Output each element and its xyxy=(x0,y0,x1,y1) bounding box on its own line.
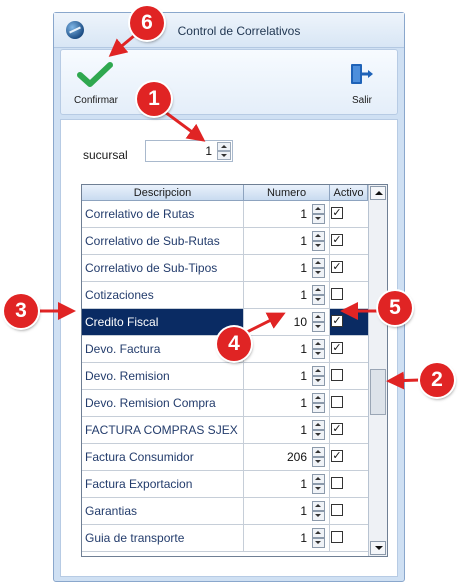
descripcion-cell[interactable]: Cotizaciones xyxy=(82,282,244,308)
descripcion-cell[interactable]: Credito Fiscal xyxy=(82,309,244,335)
activo-checkbox[interactable]: ✓ xyxy=(332,207,342,219)
descripcion-cell[interactable]: Devo. Remision Compra xyxy=(82,390,244,416)
activo-checkbox[interactable]: ✓ xyxy=(332,315,342,327)
numero-value: 1 xyxy=(300,477,307,491)
numero-value: 1 xyxy=(300,423,307,437)
numero-value: 1 xyxy=(300,531,307,545)
numero-value: 1 xyxy=(300,396,307,410)
callout-badge-1: 1 xyxy=(137,82,171,116)
column-header-activo[interactable]: Activo xyxy=(330,185,368,201)
descripcion-cell[interactable]: Guia de transporte xyxy=(82,525,244,551)
sucursal-label: sucursal xyxy=(83,148,128,162)
numero-value: 1 xyxy=(300,288,307,302)
descripcion-cell[interactable]: Devo. Factura xyxy=(82,336,244,362)
callout-arrow-2 xyxy=(389,380,420,381)
descripcion-cell[interactable]: Factura Exportacion xyxy=(82,471,244,497)
activo-checkbox[interactable]: ✓ xyxy=(332,234,342,246)
numero-value: 1 xyxy=(300,504,307,518)
callout-badge-2: 2 xyxy=(420,363,454,397)
activo-checkbox[interactable]: ✓ xyxy=(332,423,342,435)
numero-value: 1 xyxy=(300,369,307,383)
exit-label: Salir xyxy=(351,95,372,106)
callout-badge-5: 5 xyxy=(378,291,412,325)
callout-arrow-4 xyxy=(245,314,283,333)
descripcion-cell[interactable]: FACTURA COMPRAS SJEX xyxy=(82,417,244,443)
descripcion-cell[interactable]: Correlativo de Rutas xyxy=(82,201,244,227)
callout-arrow-1 xyxy=(165,112,203,140)
descripcion-cell[interactable]: Factura Consumidor xyxy=(82,444,244,470)
numero-value: 1 xyxy=(300,261,307,275)
activo-checkbox[interactable]: ✓ xyxy=(332,261,342,273)
callout-badge-6: 6 xyxy=(130,6,164,40)
column-header-numero[interactable]: Numero xyxy=(244,185,330,201)
numero-value: 10 xyxy=(293,315,307,329)
numero-value: 1 xyxy=(300,234,307,248)
numero-value: 1 xyxy=(300,207,307,221)
descripcion-cell[interactable]: Devo. Remision xyxy=(82,363,244,389)
numero-value: 1 xyxy=(300,342,307,356)
callout-badge-4: 4 xyxy=(217,327,251,361)
descripcion-cell[interactable]: Correlativo de Sub-Tipos xyxy=(82,255,244,281)
descripcion-cell[interactable]: Correlativo de Sub-Rutas xyxy=(82,228,244,254)
callout-badge-3: 3 xyxy=(4,294,38,328)
descripcion-cell[interactable]: Garantias xyxy=(82,498,244,524)
callout-arrow-6 xyxy=(111,35,135,55)
numero-value: 206 xyxy=(286,450,307,464)
activo-checkbox[interactable]: ✓ xyxy=(332,450,342,462)
column-header-descripcion[interactable]: Descripcion xyxy=(82,185,244,201)
activo-checkbox[interactable]: ✓ xyxy=(332,342,342,354)
confirm-label: Confirmar xyxy=(74,95,118,106)
sucursal-value: 1 xyxy=(205,144,212,158)
window-title: Control de Correlativos xyxy=(177,24,301,38)
